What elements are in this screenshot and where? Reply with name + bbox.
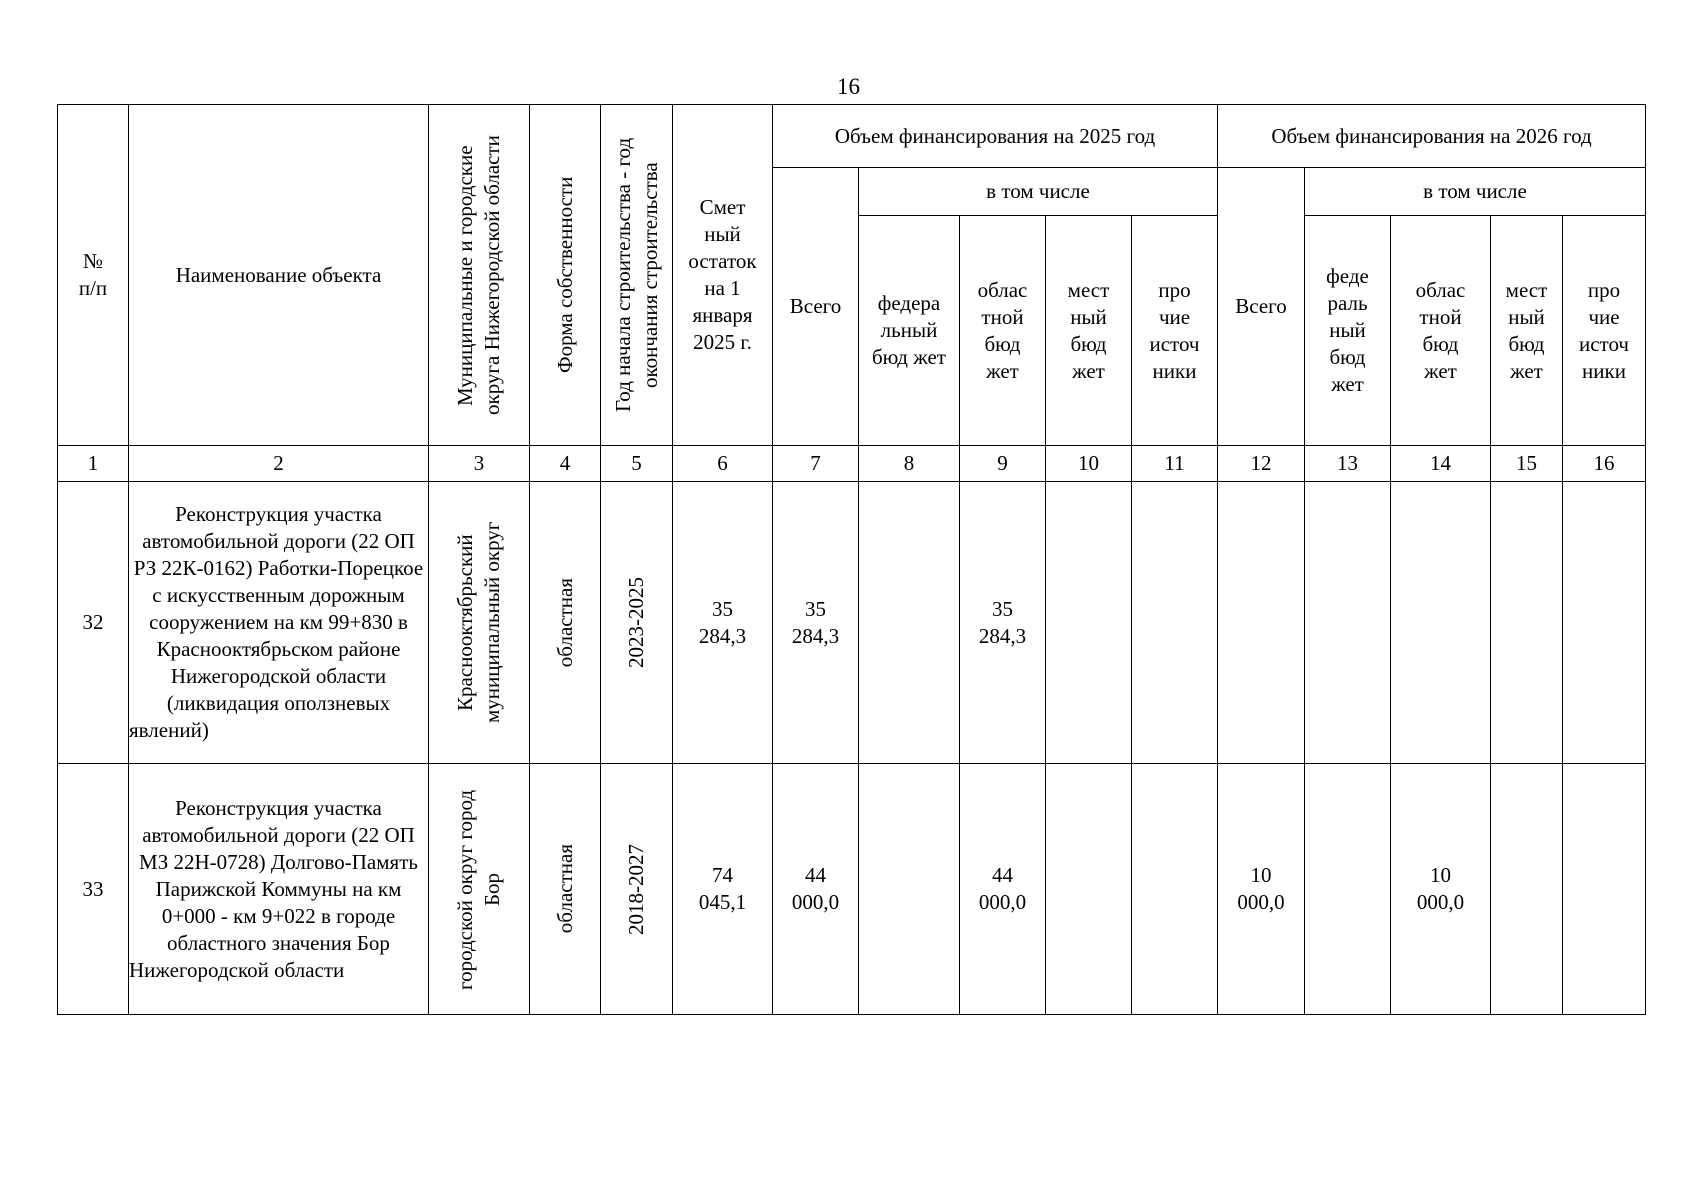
header-ownership: Форма собственности bbox=[530, 105, 601, 446]
reg-2025-cell: 35 284,3 bbox=[960, 482, 1046, 764]
header-reg-2026: облас тной бюд жет bbox=[1391, 216, 1491, 446]
years-cell: 2018-2027 bbox=[601, 764, 673, 1015]
header-group-2025: Объем финансирования на 2025 год bbox=[773, 105, 1218, 168]
header-loc-2025: мест ный бюд жет bbox=[1046, 216, 1132, 446]
row-num: 32 bbox=[58, 482, 129, 764]
header-total-2025: Всего bbox=[773, 168, 859, 446]
header-fed-2025: федера льный бюд жет bbox=[859, 216, 960, 446]
header-oth-2025: про чие источ ники bbox=[1132, 216, 1218, 446]
object-name: Реконструкция участка автомобильной дороги (22 ОП РЗ 22К-0162) Работки-Порецкое с искусственным дорожным сооружением на км 99+830 в Краснооктябрьском районе Нижегородской области (ликвидация оползневых явлений) bbox=[129, 482, 429, 764]
column-number: 4 bbox=[530, 446, 601, 482]
header-total-2026: Всего bbox=[1218, 168, 1305, 446]
oth-2026-cell bbox=[1563, 764, 1646, 1015]
object-name: Реконструкция участка автомобильной дороги (22 ОП МЗ 22Н-0728) Долгово-Память Парижской Коммуны на км 0+000 - км 9+022 в городе областного значения Бор Нижегородской области bbox=[129, 764, 429, 1015]
estimate-cell: 35 284,3 bbox=[673, 482, 773, 764]
fed-2025-cell bbox=[859, 482, 960, 764]
header-years: Год начала строительства - год окончания строительства bbox=[601, 105, 673, 446]
municipality-cell: городской округ город Бор bbox=[429, 764, 530, 1015]
column-number: 5 bbox=[601, 446, 673, 482]
table-row bbox=[58, 764, 1646, 1015]
ownership-cell: областная bbox=[530, 764, 601, 1015]
header-municipality: Муниципальные и городские округа Нижегородской области bbox=[429, 105, 530, 446]
ownership-cell: областная bbox=[530, 482, 601, 764]
header-fed-2026: феде раль ный бюд жет bbox=[1305, 216, 1391, 446]
fed-2026-cell bbox=[1305, 482, 1391, 764]
column-number: 14 bbox=[1391, 446, 1491, 482]
header-incl-2026: в том числе bbox=[1305, 168, 1646, 216]
reg-2026-cell: 10 000,0 bbox=[1391, 764, 1491, 1015]
loc-2025-cell bbox=[1046, 764, 1132, 1015]
loc-2026-cell bbox=[1491, 482, 1563, 764]
page-number: 16 bbox=[837, 74, 860, 99]
estimate-cell: 74 045,1 bbox=[673, 764, 773, 1015]
loc-2026-cell bbox=[1491, 764, 1563, 1015]
fed-2025-cell bbox=[859, 764, 960, 1015]
header-num: № п/п bbox=[58, 105, 129, 446]
oth-2025-cell bbox=[1132, 482, 1218, 764]
total-2025-cell: 35 284,3 bbox=[773, 482, 859, 764]
header-oth-2026: про чие источ ники bbox=[1563, 216, 1646, 446]
column-number: 15 bbox=[1491, 446, 1563, 482]
reg-2025-cell: 44 000,0 bbox=[960, 764, 1046, 1015]
table-row bbox=[58, 482, 1646, 764]
column-number: 12 bbox=[1218, 446, 1305, 482]
oth-2025-cell bbox=[1132, 764, 1218, 1015]
header-group-2026: Объем финансирования на 2026 год bbox=[1218, 105, 1646, 168]
years-cell: 2023-2025 bbox=[601, 482, 673, 764]
total-2026-cell: 10 000,0 bbox=[1218, 764, 1305, 1015]
column-number: 13 bbox=[1305, 446, 1391, 482]
fed-2026-cell bbox=[1305, 764, 1391, 1015]
column-number: 3 bbox=[429, 446, 530, 482]
column-number: 1 bbox=[58, 446, 129, 482]
header-estimate: Смет ный остаток на 1 января 2025 г. bbox=[673, 105, 773, 446]
reg-2026-cell bbox=[1391, 482, 1491, 764]
header-name: Наименование объекта bbox=[129, 105, 429, 446]
financing-table bbox=[57, 104, 1646, 1015]
total-2026-cell bbox=[1218, 482, 1305, 764]
municipality-cell: Краснооктябрьский муниципальный округ bbox=[429, 482, 530, 764]
column-number: 2 bbox=[129, 446, 429, 482]
header-reg-2025: облас тной бюд жет bbox=[960, 216, 1046, 446]
column-number: 11 bbox=[1132, 446, 1218, 482]
column-number: 16 bbox=[1563, 446, 1646, 482]
total-2025-cell: 44 000,0 bbox=[773, 764, 859, 1015]
row-num: 33 bbox=[58, 764, 129, 1015]
column-number-row bbox=[58, 446, 1646, 482]
column-number: 9 bbox=[960, 446, 1046, 482]
header-incl-2025: в том числе bbox=[859, 168, 1218, 216]
column-number: 7 bbox=[773, 446, 859, 482]
oth-2026-cell bbox=[1563, 482, 1646, 764]
column-number: 10 bbox=[1046, 446, 1132, 482]
loc-2025-cell bbox=[1046, 482, 1132, 764]
column-number: 6 bbox=[673, 446, 773, 482]
column-number: 8 bbox=[859, 446, 960, 482]
header-loc-2026: мест ный бюд жет bbox=[1491, 216, 1563, 446]
